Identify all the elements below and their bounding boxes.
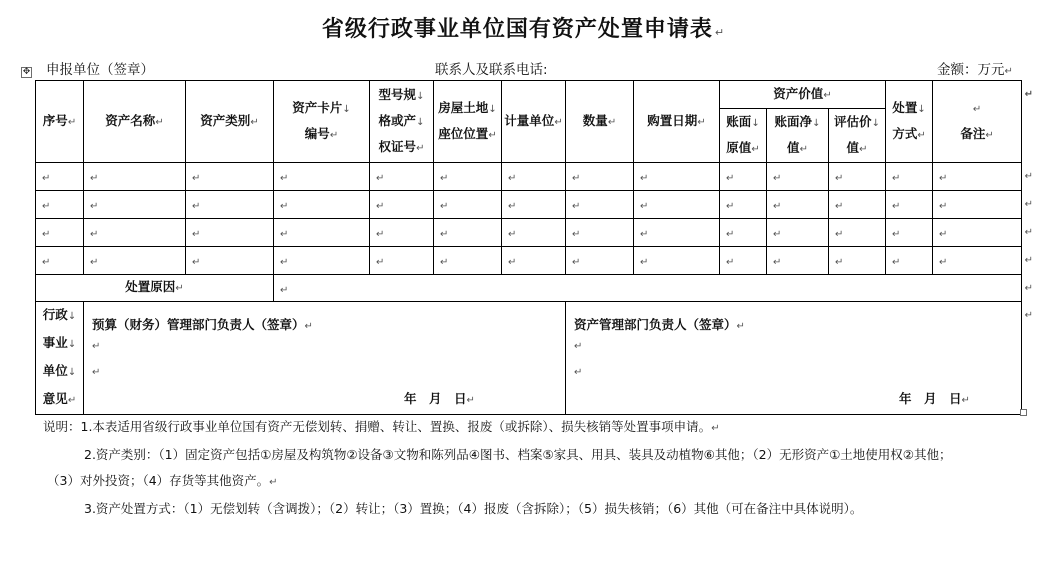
disposal-table [35,80,1034,415]
amount-label: 金额：万元↵ [937,62,1013,78]
table-cell[interactable]: ↵ [434,163,502,191]
table-cell[interactable]: ↵ [634,247,720,275]
table-cell[interactable]: ↵ [434,247,502,275]
col-card-number: 资产卡片↓ 编号↵ [274,81,370,163]
table-cell[interactable]: ↵ [274,247,370,275]
table-cell[interactable]: ↵ [886,247,933,275]
col-purchase-date: 购置日期↵ [634,81,720,163]
table-cell[interactable]: ↵ [566,191,634,219]
table-cell[interactable]: ↵ [370,219,434,247]
col-asset-name: 资产名称↵ [84,81,186,163]
table-cell[interactable]: ↵ [720,163,767,191]
table-cell[interactable]: ↵ [829,247,886,275]
col-model: 型号规↓ 格或产↓ 权证号↵ [370,81,434,163]
asset-dept-head-label: 资产管理部门负责人（签章） [574,317,737,332]
table-row [36,163,1022,191]
col-disposal-method: 处置↓ 方式↵ [886,81,933,163]
table-cell[interactable]: ↵ [274,219,370,247]
contact-label: 联系人及联系电话: [435,62,548,78]
table-cell[interactable]: ↵ [434,191,502,219]
applicant-unit-label: 申报单位（签章） [46,62,154,78]
table-cell[interactable]: ↵ [634,219,720,247]
table-cell[interactable]: ↵ [274,163,370,191]
table-cell[interactable]: ↵ [829,219,886,247]
finance-dept-head-label: 预算（财务）管理部门负责人（签章） [92,317,305,332]
opinion-side-label: 行政↓ 事业↓ 单位↓ 意见↵ [36,302,84,415]
table-cell[interactable]: ↵ [186,247,274,275]
table-cell[interactable]: ↵ [720,191,767,219]
col-asset-value: 资产价值↵ [720,81,886,109]
table-cell[interactable]: ↵ [767,247,829,275]
disposal-reason-field[interactable]: ↵ ↵ [274,275,1022,302]
table-cell[interactable]: ↵ [84,247,186,275]
table-cell[interactable]: ↵ [720,247,767,275]
note-3: 3.资产处置方式：（1）无偿划转（含调拨）；（2）转让；（3）置换；（4）报废（含拆除）；（5）损失核销；（6）其他（可在备注中具体说明）。 [84,501,863,516]
note-1: 说明：1.本表适用省级行政事业单位国有资产无偿划转、捐赠、转让、置换、报废（或拆除）、损失核销等处置事项申请。↵ [43,419,720,434]
finance-dept-opinion[interactable]: 预算（财务）管理部门负责人（签章）↵ ↵ ↵ 年 月 日↵ [84,302,566,415]
table-cell[interactable]: ↵ [502,247,566,275]
table-cell[interactable]: ↵ [566,163,634,191]
notes-section [35,414,1035,522]
col-asset-category: 资产类别↵ [186,81,274,163]
table-row [36,191,1022,219]
col-quantity: 数量↵ [566,81,634,163]
table-cell[interactable]: ↵ ↵ [933,191,1022,219]
table-cell[interactable]: ↵ [829,191,886,219]
table-cell[interactable]: ↵ [502,191,566,219]
table-cell[interactable]: ↵ [502,163,566,191]
table-cell[interactable]: ↵ [434,219,502,247]
table-cell[interactable]: ↵ [886,163,933,191]
table-cell[interactable]: ↵ [84,163,186,191]
table-cell[interactable]: ↵ [767,191,829,219]
table-cell[interactable]: ↵ [36,219,84,247]
table-cell[interactable]: ↵ [186,219,274,247]
table-row [36,247,1022,275]
note-2: 2.资产类别：（1）固定资产包括①房屋及构筑物②设备③文物和陈列品④图书、档案⑤家具、用具、装具及动植物⑥其他；（2）无形资产①土地使用权②其他； [84,447,952,462]
table-cell[interactable]: ↵ [370,163,434,191]
table-cell[interactable]: ↵ [36,163,84,191]
table-cell[interactable]: ↵ [886,219,933,247]
table-cell[interactable]: ↵ [886,191,933,219]
disposal-reason-label: 处置原因↵ [36,275,274,302]
table-cell[interactable]: ↵ [84,219,186,247]
finance-date-label: 年 月 日 [404,391,467,406]
table-cell[interactable]: ↵ ↵ [933,219,1022,247]
form-title: 省级行政事业单位国有资产处置申请表 ↵ [321,17,726,42]
note-2-continued: （3）对外投资；（4）存货等其他资产。↵ [47,473,278,488]
table-cell[interactable]: ↵ [186,163,274,191]
col-remark: ↵ 备注↵ ↵ [933,81,1022,163]
table-cell[interactable]: ↵ [84,191,186,219]
col-measure-unit: 计量单位↵ [502,81,566,163]
col-seq: 序号↵ [36,81,84,163]
col-book-original: 账面↓ 原值↵ [720,109,767,163]
table-cell[interactable]: ↵ [502,219,566,247]
table-cell[interactable]: ↵ [186,191,274,219]
col-location: 房屋土地↓ 座位位置↵ [434,81,502,163]
table-cell[interactable]: ↵ [767,219,829,247]
table-cell[interactable]: ↵ ↵ [933,163,1022,191]
asset-date-label: 年 月 日 [899,391,962,406]
table-cell[interactable]: ↵ [634,191,720,219]
table-move-handle-icon[interactable]: ✥ [22,67,31,77]
table-cell[interactable]: ↵ [370,247,434,275]
table-cell[interactable]: ↵ [274,191,370,219]
table-cell[interactable]: ↵ [36,191,84,219]
table-cell[interactable]: ↵ [634,163,720,191]
col-book-net: 账面净↓ 值↵ [767,109,829,163]
table-cell[interactable]: ↵ [829,163,886,191]
table-cell[interactable]: ↵ ↵ [933,247,1022,275]
table-cell[interactable]: ↵ [767,163,829,191]
col-evaluated-value: 评估价↓ 值↵ [829,109,886,163]
table-cell[interactable]: ↵ [720,219,767,247]
asset-dept-opinion[interactable]: 资产管理部门负责人（签章）↵ ↵ ↵ 年 月 日↵ ↵ [566,302,1022,415]
table-cell[interactable]: ↵ [36,247,84,275]
table-cell[interactable]: ↵ [566,247,634,275]
table-cell[interactable]: ↵ [370,191,434,219]
table-cell[interactable]: ↵ [566,219,634,247]
table-row [36,219,1022,247]
